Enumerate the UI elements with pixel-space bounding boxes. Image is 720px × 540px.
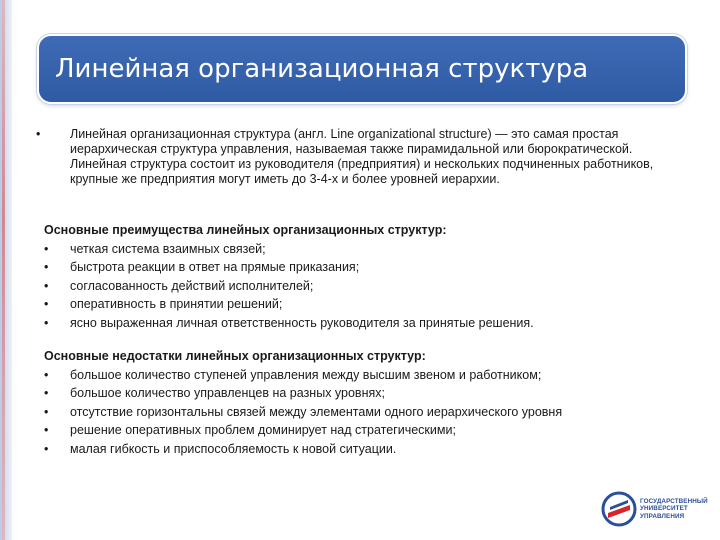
list-item	[44, 366, 684, 385]
left-decorative-stripe	[0, 0, 12, 540]
list-item	[44, 314, 684, 333]
list-item-text: быстрота реакции в ответ на прямые приказания;	[70, 260, 360, 275]
list-item-text: отсутствие горизонтальны связей между элементами одного иерархического уровня	[70, 404, 563, 419]
list-item-text: ясно выраженная личная ответственность руководителя за принятые решения.	[70, 315, 534, 330]
list-item	[44, 258, 684, 277]
bullet: •	[44, 278, 49, 293]
logo-line-3: УПРАВЛЕНИЯ	[640, 512, 685, 520]
bullet: •	[44, 260, 49, 275]
list-item-text: оперативность в принятии решений;	[70, 297, 283, 312]
logo-line-1: ГОСУДАРСТВЕННЫЙ	[640, 497, 708, 505]
logo-line-2: УНИВЕРСИТЕТ	[640, 505, 688, 513]
university-emblem-icon	[601, 491, 637, 527]
bullet: •	[44, 423, 49, 438]
bullet: •	[44, 367, 49, 382]
list-item	[44, 384, 684, 403]
list-item-text: решение оперативных проблем доминирует над стратегическими;	[70, 423, 456, 438]
title-banner	[37, 34, 687, 104]
disadvantages-heading: Основные недостатки линейных организационных структур:	[44, 349, 426, 363]
list-item	[44, 421, 684, 440]
list-item-text: малая гибкость и приспособляемость к новой ситуации.	[70, 441, 397, 456]
bullet: •	[44, 241, 49, 256]
disadvantages-section	[44, 347, 684, 459]
list-item	[44, 277, 684, 296]
slide-title: Линейная организационная структура	[55, 54, 589, 84]
intro-text: Линейная организационная структура (англ. Line organizational structure) — это самая простая иерархическая структура управления, называемая также пирамидальной или бюрократической. Линейная структура состоит из руководителя (предприятия) и нескольких подчиненных работников, крупные же предприятия могут иметь до 3-4-х и более уровней иерархии.	[70, 127, 654, 186]
intro-paragraph	[36, 127, 684, 187]
list-item-text: четкая система взаимных связей;	[70, 241, 266, 256]
advantages-heading: Основные преимущества линейных организационных структур:	[44, 223, 447, 237]
list-item	[44, 440, 684, 459]
advantages-section	[44, 221, 684, 333]
bullet: •	[44, 297, 49, 312]
disadvantages-list	[44, 366, 684, 459]
list-item	[44, 295, 684, 314]
university-logo	[601, 491, 711, 527]
bullet: •	[44, 404, 49, 419]
list-item-text: согласованность действий исполнителей;	[70, 278, 314, 293]
list-item	[44, 403, 684, 422]
logo-text	[640, 498, 708, 521]
bullet: •	[44, 441, 49, 456]
advantages-list	[44, 240, 684, 333]
bullet: •	[44, 386, 49, 401]
intro-bullet: •	[36, 127, 41, 141]
left-red-line	[2, 0, 5, 540]
bullet: •	[44, 315, 49, 330]
list-item-text: большое количество ступеней управления между высшим звеном и работником;	[70, 367, 542, 382]
list-item-text: большое количество управленцев на разных уровнях;	[70, 386, 385, 401]
list-item	[44, 240, 684, 259]
